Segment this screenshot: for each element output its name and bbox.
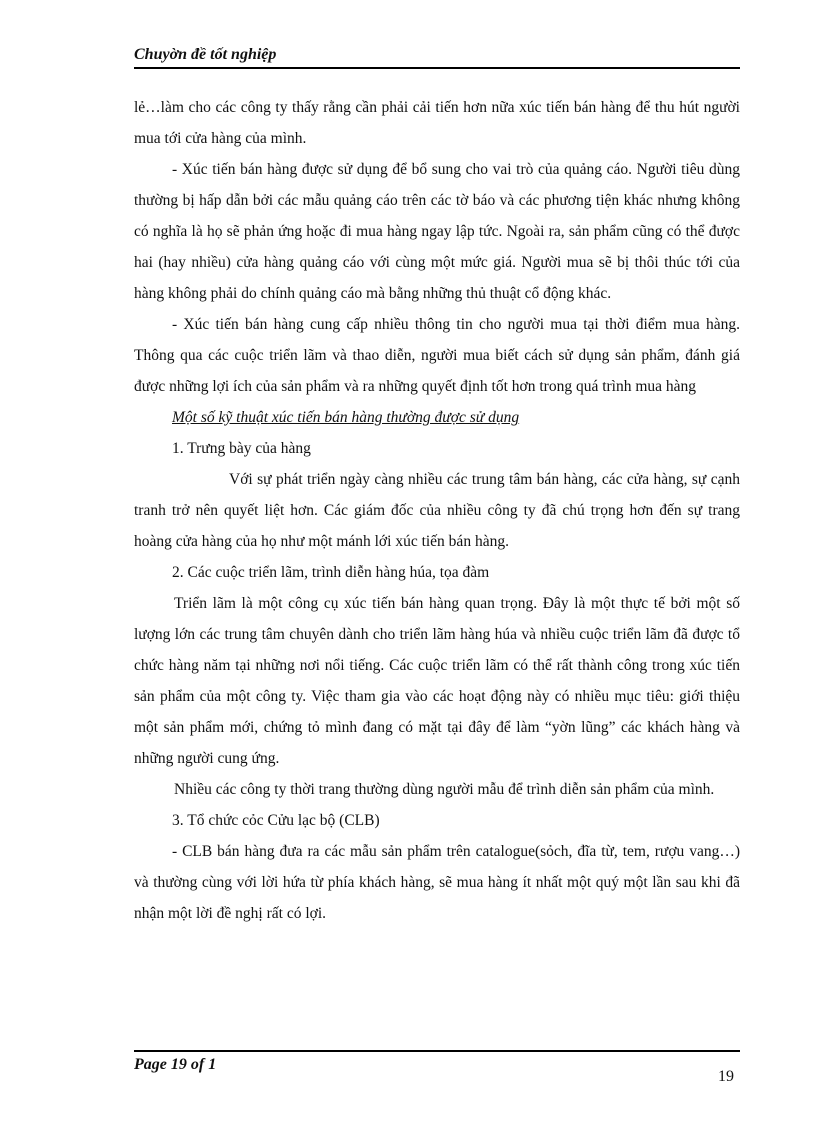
footer-page-label: Page 19 of 1 bbox=[134, 1056, 217, 1073]
page-header bbox=[134, 46, 740, 69]
document-body bbox=[134, 92, 740, 929]
paragraph: Với sự phát triển ngày càng nhiều các trung tâm bán hàng, các cửa hàng, sự cạnh tranh trở nên quyết liệt hơn. Các giám đốc của nhiều công ty đã chú trọng hơn đến sự trang hoàng cửa hàng của họ như một mánh lới xúc tiến bán hàng. bbox=[134, 471, 740, 550]
paragraph: - Xúc tiến bán hàng cung cấp nhiều thông tin cho người mua tại thời điểm mua hàng. Thông qua các cuộc triển lãm và thao diễn, người mua biết cách sử dụng sản phẩm, đánh giá được những lợi ích của sản phẩm và ra những quyết định tốt hơn trong quá trình mua hàng bbox=[134, 316, 740, 395]
paragraph: Nhiều các công ty thời trang thường dùng người mẫu để trình diễn sản phẩm của mình. bbox=[174, 781, 715, 798]
paragraph: lẻ…làm cho các công ty thấy rằng cần phải cải tiến hơn nữa xúc tiến bán hàng để thu hút người mua tới cửa hàng của mình. bbox=[134, 99, 740, 147]
header-title: Chuyờn đề tốt nghiệp bbox=[134, 46, 277, 63]
list-heading: 1. Trưng bày của hàng bbox=[172, 440, 311, 457]
footer-divider bbox=[134, 1050, 740, 1052]
footer-page-number: 19 bbox=[718, 1068, 734, 1085]
paragraph: - CLB bán hàng đưa ra các mẫu sản phẩm trên catalogue(sỏch, đĩa từ, tem, rượu vang…) và thường cùng với lời hứa từ phía khách hàng, sẽ mua hàng ít nhất một quý một lần sau khi đã nhận một lời đề nghị rất có lợi. bbox=[134, 843, 740, 922]
section-heading: Một số kỹ thuật xúc tiến bán hàng thường được sử dụng bbox=[172, 409, 520, 426]
paragraph: Triển lãm là một công cụ xúc tiến bán hàng quan trọng. Đây là một thực tế bởi một số lượng lớn các trung tâm chuyên dành cho triển lãm hàng húa và nhiều cuộc triển lãm đã được tổ chức hàng năm tại những nơi nổi tiếng. Các cuộc triển lãm có thể rất thành công trong xúc tiến sản phẩm của một công ty. Việc tham gia vào các hoạt động này có nhiều mục tiêu: giới thiệu một sản phẩm mới, chứng tỏ mình đang có mặt tại đây để làm “yờn lũng” các khách hàng và những người cung ứng. bbox=[134, 595, 740, 767]
list-heading: 3. Tổ chức cỏc Cửu lạc bộ (CLB) bbox=[172, 812, 380, 829]
list-heading: 2. Các cuộc triển lãm, trình diễn hàng húa, tọa đàm bbox=[172, 564, 490, 581]
paragraph: - Xúc tiến bán hàng được sử dụng để bổ sung cho vai trò của quảng cáo. Người tiêu dùng thường bị hấp dẫn bởi các mẫu quảng cáo trên các tờ báo và các phương tiện khác nhưng không có nghĩa là họ sẽ phản ứng hoặc đi mua hàng ngay lập tức. Ngoài ra, sản phẩm cũng có thể được hai (hay nhiều) cửa hàng quảng cáo với cùng một mức giá. Người mua sẽ bị thôi thúc tới của hàng không phải do chính quảng cáo mà bằng những thủ thuật cổ động khác. bbox=[134, 161, 740, 302]
